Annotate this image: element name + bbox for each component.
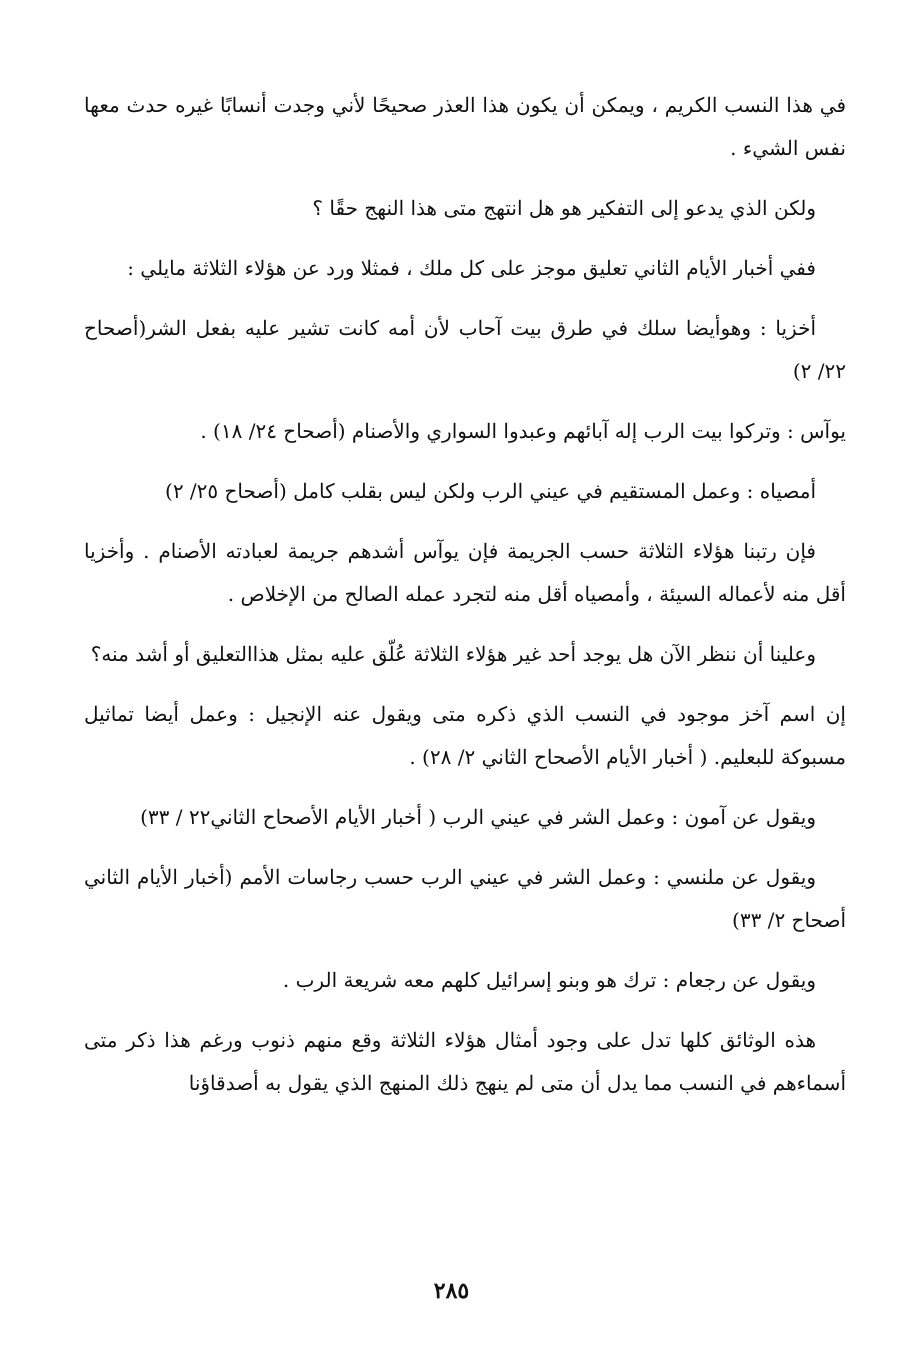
- paragraph: يوآس : وتركوا بيت الرب إله آبائهم وعبدوا السواري والأصنام (أصحاح ٢٤/ ١٨) .: [200, 419, 846, 443]
- paragraph: ويقول عن رجعام : ترك هو وبنو إسرائيل كلهم معه شريعة الرب .: [282, 968, 816, 992]
- paragraph: وعلينا أن ننظر الآن هل يوجد أحد غير هؤلاء الثلاثة عُلّق عليه بمثل هذاالتعليق أو أشد منه؟: [90, 642, 816, 666]
- paragraph: فإن رتبنا هؤلاء الثلاثة حسب الجريمة فإن يوآس أشدهم جريمة لعبادته الأصنام . وأخزيا أقل منه لأعماله السيئة ، وأمصياه أقل منه لتجرد عمله الصالح من الإخلاص .: [84, 539, 846, 606]
- paragraph: ففي أخبار الأيام الثاني تعليق موجز على كل ملك ، فمثلا ورد عن هؤلاء الثلاثة مايلي :: [127, 256, 816, 280]
- body-text: [84, 84, 846, 1122]
- paragraph: ويقول عن ملنسي : وعمل الشر في عيني الرب حسب رجاسات الأمم (أخبار الأيام الثاني أصحاح ٢/ ٣٣): [84, 865, 846, 932]
- paragraph: ويقول عن آمون : وعمل الشر في عيني الرب ( أخبار الأيام الأصحاح الثاني٢٢ / ٣٣): [140, 805, 816, 829]
- paragraph: أمصياه : وعمل المستقيم في عيني الرب ولكن ليس بقلب كامل (أصحاح ٢٥/ ٢): [165, 479, 816, 503]
- paragraph: في هذا النسب الكريم ، ويمكن أن يكون هذا العذر صحيحًا لأني وجدت أنسابًا غيره حدث معها نفس الشيء .: [84, 93, 846, 160]
- paragraph: إن اسم آخز موجود في النسب الذي ذكره متى ويقول عنه الإنجيل : وعمل أيضا تماثيل مسبوكة للبعليم. ( أخبار الأيام الأصحاح الثاني ٢/ ٢٨) .: [84, 702, 846, 769]
- paragraph: ولكن الذي يدعو إلى التفكير هو هل انتهج متى هذا النهج حقًا ؟: [312, 196, 816, 220]
- paragraph: أخزيا : وهوأيضا سلك في طرق بيت آحاب لأن أمه كانت تشير عليه بفعل الشر(أصحاح ٢٢/ ٢): [84, 316, 846, 383]
- paragraph: هذه الوثائق كلها تدل على وجود أمثال هؤلاء الثلاثة وقع منهم ذنوب ورغم هذا ذكر متى أسماءهم في النسب مما يدل أن متى لم ينهج ذلك المنهج الذي يقول به أصدقاؤنا: [84, 1028, 846, 1095]
- page-number: ٢٨٥: [433, 1278, 470, 1304]
